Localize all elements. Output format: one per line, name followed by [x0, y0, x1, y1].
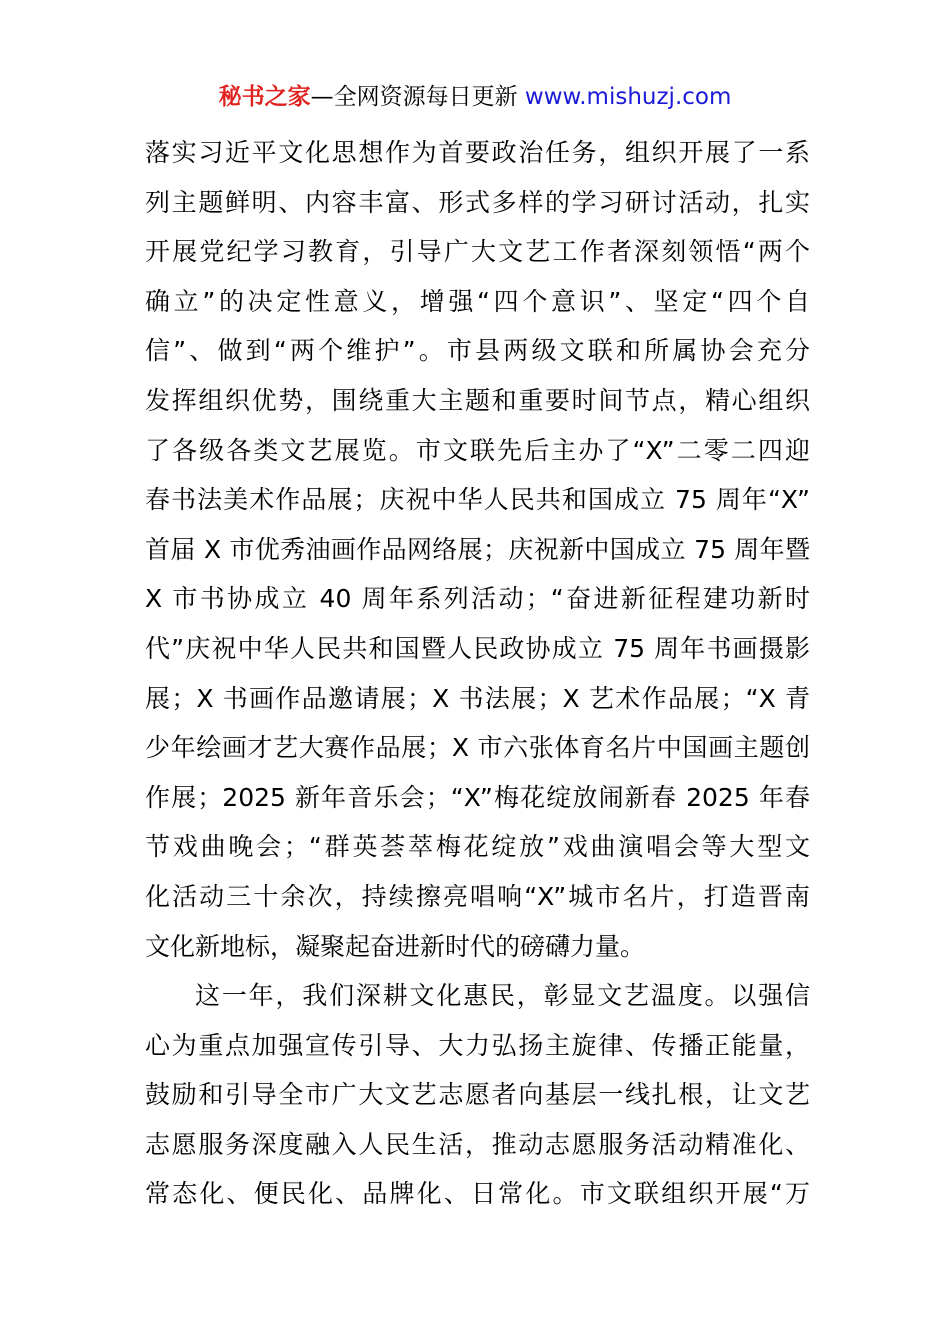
- text-line: 鼓励和引导全市广大文艺志愿者向基层一线扎根，让文艺: [145, 1080, 810, 1110]
- text-line: 志愿服务深度融入人民生活，推动志愿服务活动精准化、: [145, 1129, 810, 1159]
- text-line: 了各级各类文艺展览。市文联先后主办了“X”二零二四迎: [145, 435, 810, 465]
- text-line: 确立”的决定性意义，增强“四个意识”、坚定“四个自: [145, 286, 810, 316]
- text-line: 列主题鲜明、内容丰富、形式多样的学习研讨活动，扎实: [145, 187, 810, 217]
- text-line: 展；X 书画作品邀请展；X 书法展；X 艺术作品展；“X 青: [145, 683, 810, 713]
- text-line: 开展党纪学习教育，引导广大文艺工作者深刻领悟“两个: [145, 237, 810, 267]
- header-tagline: —全网资源每日更新: [310, 84, 518, 110]
- text-line: 少年绘画才艺大赛作品展；X 市六张体育名片中国画主题创: [145, 733, 810, 763]
- text-line: 常态化、便民化、品牌化、日常化。市文联组织开展“万: [145, 1179, 810, 1209]
- text-line: 代”庆祝中华人民共和国暨人民政协成立 75 周年书画摄影: [145, 633, 810, 663]
- text-line: 落实习近平文化思想作为首要政治任务，组织开展了一系: [145, 138, 810, 167]
- page-header: [0, 80, 950, 114]
- text-line: 化活动三十余次，持续擦亮唱响“X”城市名片，打造晋南: [145, 881, 810, 911]
- text-line: 发挥组织优势，围绕重大主题和重要时间节点，精心组织: [145, 385, 810, 415]
- text-line: 心为重点加强宣传引导、大力弘扬主旋律、传播正能量，: [145, 1030, 810, 1060]
- paragraph-end-line: 文化新地标，凝聚起奋进新时代的磅礴力量。: [145, 931, 646, 961]
- text-line: 首届 X 市优秀油画作品网络展；庆祝新中国成立 75 周年暨: [145, 534, 810, 564]
- text-line: 节戏曲晚会；“群英荟萃梅花绽放”戏曲演唱会等大型文: [145, 832, 810, 862]
- document-body: [145, 128, 810, 1219]
- brand-name: 秘书之家: [218, 84, 311, 110]
- site-url-link[interactable]: www.mishuzj.com: [524, 84, 732, 110]
- text-line: 作展；2025 新年音乐会；“X”梅花绽放闹新春 2025 年春: [145, 782, 810, 812]
- text-line: 信”、做到“两个维护”。市县两级文联和所属协会充分: [145, 336, 810, 366]
- text-line: X 市书协成立 40 周年系列活动；“奋进新征程建功新时: [145, 584, 810, 614]
- text-line: 春书法美术作品展；庆祝中华人民共和国成立 75 周年“X”: [145, 485, 810, 515]
- paragraph-start-line: 这一年，我们深耕文化惠民，彰显文艺温度。以强信: [195, 981, 810, 1011]
